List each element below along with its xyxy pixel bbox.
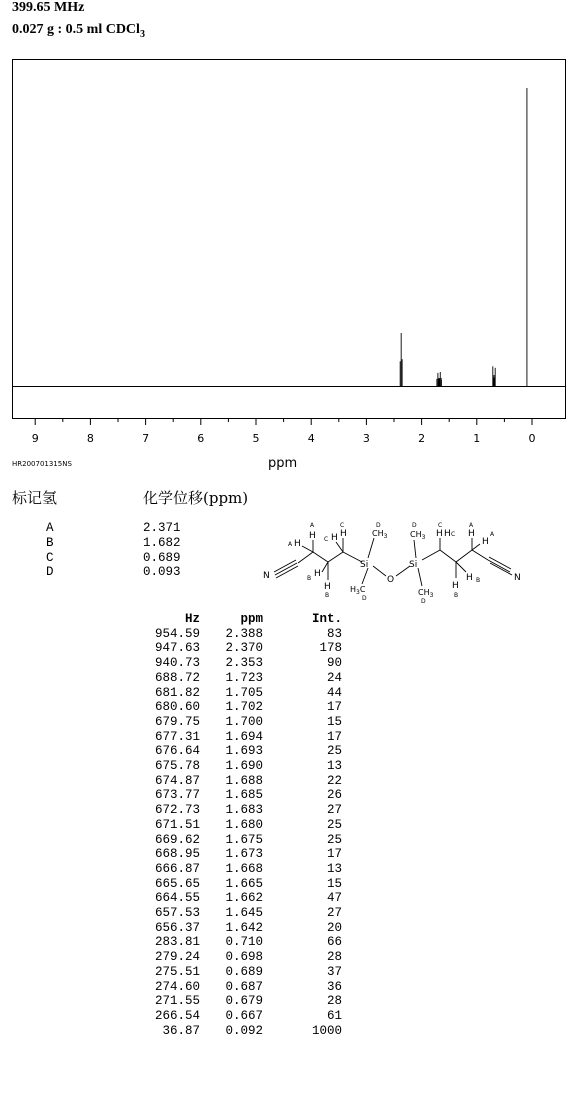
intensity-value: 15 bbox=[326, 714, 342, 729]
ppm-value: 2.370 bbox=[225, 641, 263, 656]
concentration-text: 0.027 g : 0.5 ml CDCl bbox=[12, 22, 140, 37]
ppm-column bbox=[207, 612, 263, 1038]
hz-value: 274.60 bbox=[154, 979, 200, 994]
ppm-value: 0.698 bbox=[225, 950, 263, 965]
hydrogen-atom: H bbox=[444, 529, 451, 539]
ppm-value: 1.688 bbox=[225, 773, 263, 788]
tick-label: 7 bbox=[142, 432, 150, 445]
hz-values bbox=[130, 627, 200, 1039]
hz-value: 688.72 bbox=[154, 670, 200, 685]
hz-value: 679.75 bbox=[154, 714, 200, 729]
methyl-group: $CH_3$ bbox=[372, 529, 388, 540]
hz-value: 669.62 bbox=[154, 832, 200, 847]
hz-value: 666.87 bbox=[154, 861, 200, 876]
proton-labels bbox=[46, 521, 54, 580]
ppm-value: 1.645 bbox=[225, 906, 263, 921]
intensity-value: 17 bbox=[326, 700, 342, 715]
nitrogen-atom: N bbox=[514, 573, 521, 583]
intensity-value: 178 bbox=[319, 641, 342, 656]
intensity-value: 1000 bbox=[311, 1023, 342, 1038]
tick-label: 8 bbox=[86, 432, 94, 445]
proton-label: C bbox=[46, 550, 54, 565]
hz-value: 283.81 bbox=[154, 935, 200, 950]
intensity-value: 17 bbox=[326, 729, 342, 744]
ppm-value: 1.675 bbox=[225, 832, 263, 847]
hz-value: 656.37 bbox=[154, 920, 200, 935]
tick-label: 6 bbox=[197, 432, 205, 445]
hz-value: 681.82 bbox=[154, 685, 200, 700]
spectrometer-frequency: 399.65 MHz bbox=[12, 0, 85, 15]
tick-label: 5 bbox=[252, 432, 260, 445]
hydrogen-atom: H bbox=[482, 537, 489, 547]
methyl-group: $CH_3$ bbox=[418, 588, 434, 599]
hydrogen-atom: H bbox=[468, 529, 475, 539]
oxygen-atom: O bbox=[387, 575, 395, 585]
position-letter: D bbox=[362, 595, 367, 602]
hz-value: 940.73 bbox=[154, 656, 200, 671]
spectrum-peaks bbox=[400, 88, 527, 386]
hz-value: 676.64 bbox=[154, 744, 200, 759]
tick-label: 9 bbox=[31, 432, 39, 445]
nmr-spectrum-plot bbox=[0, 0, 570, 450]
intensity-value: 15 bbox=[326, 876, 342, 891]
concentration-subscript: 3 bbox=[139, 28, 145, 40]
hz-value: 665.65 bbox=[154, 876, 200, 891]
ppm-value: 1.702 bbox=[225, 700, 263, 715]
hz-value: 677.31 bbox=[154, 729, 200, 744]
intensity-value: 25 bbox=[326, 832, 342, 847]
plot-frame bbox=[13, 60, 566, 419]
hydrogen-atom: H bbox=[436, 529, 443, 539]
ppm-value: 1.700 bbox=[225, 714, 263, 729]
ppm-value: 0.092 bbox=[225, 1023, 263, 1038]
silicon-atom: Si bbox=[360, 560, 369, 570]
file-id: HR200701315NS bbox=[12, 460, 72, 468]
hydrogen-atom: H bbox=[331, 533, 338, 543]
intensity-value: 37 bbox=[326, 964, 342, 979]
nitrogen-atom: N bbox=[263, 571, 270, 581]
position-letter: A bbox=[288, 541, 293, 548]
intensity-value: 66 bbox=[326, 935, 342, 950]
ppm-value: 0.679 bbox=[225, 994, 263, 1009]
position-letter: B bbox=[325, 592, 330, 599]
hz-value: 279.24 bbox=[154, 950, 200, 965]
intensity-header: Int. bbox=[311, 612, 342, 626]
position-letter: D bbox=[376, 522, 381, 529]
chemical-shifts bbox=[143, 521, 181, 580]
hydrogen-atom: H bbox=[324, 582, 331, 592]
tick-label: 2 bbox=[418, 432, 426, 445]
intensity-value: 22 bbox=[326, 773, 342, 788]
ppm-value: 1.683 bbox=[225, 803, 263, 818]
chemical-shift-value: 0.093 bbox=[143, 565, 181, 580]
chemical-shift-value: 2.371 bbox=[143, 521, 181, 535]
chemical-shift-value: 1.682 bbox=[143, 535, 181, 550]
hz-value: 275.51 bbox=[154, 964, 200, 979]
ppm-header: ppm bbox=[240, 612, 263, 626]
intensity-value: 36 bbox=[326, 979, 342, 994]
hz-value: 672.73 bbox=[154, 803, 200, 818]
hydrogen-atom: H bbox=[340, 529, 347, 539]
ppm-value: 0.689 bbox=[225, 964, 263, 979]
ppm-value: 1.693 bbox=[225, 744, 263, 759]
ppm-value: 1.665 bbox=[225, 876, 263, 891]
proton-label: D bbox=[46, 565, 54, 580]
molecular-structure bbox=[258, 510, 548, 605]
position-letter: C bbox=[451, 531, 456, 538]
hydrogen-atom: H bbox=[466, 573, 473, 583]
hz-value: 675.78 bbox=[154, 759, 200, 774]
intensity-value: 27 bbox=[326, 803, 342, 818]
ppm-value: 1.662 bbox=[225, 891, 263, 906]
hz-value: 271.55 bbox=[154, 994, 200, 1009]
intensity-values bbox=[276, 627, 342, 1039]
intensity-value: 25 bbox=[326, 744, 342, 759]
ppm-value: 0.667 bbox=[225, 1008, 263, 1023]
hz-value: 673.77 bbox=[154, 788, 200, 803]
ppm-value: 1.680 bbox=[225, 817, 263, 832]
proton-label: A bbox=[46, 521, 54, 535]
ppm-axis-ticks bbox=[32, 418, 536, 445]
position-letter: D bbox=[421, 598, 426, 605]
tick-label: 1 bbox=[473, 432, 481, 445]
position-letter: A bbox=[469, 522, 474, 529]
ppm-value: 1.723 bbox=[225, 670, 263, 685]
intensity-value: 61 bbox=[326, 1008, 342, 1023]
chemical-shift-value: 0.689 bbox=[143, 550, 181, 565]
tick-label: 4 bbox=[307, 432, 315, 445]
intensity-value: 90 bbox=[326, 656, 342, 671]
ppm-value: 1.673 bbox=[225, 847, 263, 862]
hydrogen-atom: H bbox=[452, 581, 459, 591]
tick-label: 0 bbox=[528, 432, 536, 445]
hz-value: 680.60 bbox=[154, 700, 200, 715]
structure-atom-labels bbox=[263, 522, 521, 605]
hz-value: 671.51 bbox=[154, 817, 200, 832]
intensity-value: 28 bbox=[326, 950, 342, 965]
hz-value: 674.87 bbox=[154, 773, 200, 788]
intensity-value: 26 bbox=[326, 788, 342, 803]
methyl-group: $H_3C$ bbox=[350, 585, 366, 596]
shift-column-header: 化学位移(ppm) bbox=[143, 489, 249, 507]
intensity-value: 13 bbox=[326, 861, 342, 876]
intensity-value: 24 bbox=[326, 670, 342, 685]
ppm-values bbox=[207, 627, 263, 1039]
position-letter: C bbox=[324, 536, 329, 543]
position-letter: C bbox=[340, 522, 345, 529]
ppm-value: 2.388 bbox=[225, 626, 263, 641]
ppm-value: 1.705 bbox=[225, 685, 263, 700]
hz-value: 36.87 bbox=[162, 1023, 200, 1038]
intensity-value: 83 bbox=[326, 626, 342, 641]
ppm-value: 0.710 bbox=[225, 935, 263, 950]
intensity-value: 47 bbox=[326, 891, 342, 906]
hz-value: 954.59 bbox=[154, 626, 200, 641]
ppm-value: 1.642 bbox=[225, 920, 263, 935]
ppm-value: 0.687 bbox=[225, 979, 263, 994]
ppm-value: 2.353 bbox=[225, 656, 263, 671]
intensity-value: 28 bbox=[326, 994, 342, 1009]
methyl-group: $CH_3$ bbox=[410, 530, 426, 541]
hz-value: 947.63 bbox=[154, 641, 200, 656]
intensity-value: 17 bbox=[326, 847, 342, 862]
ppm-value: 1.690 bbox=[225, 759, 263, 774]
ppm-value: 1.694 bbox=[225, 729, 263, 744]
hydrogen-atom: H bbox=[309, 531, 316, 541]
hydrogen-atom: H bbox=[294, 539, 301, 549]
ppm-value: 1.668 bbox=[225, 861, 263, 876]
position-letter: B bbox=[454, 592, 459, 599]
hz-value: 266.54 bbox=[154, 1008, 200, 1023]
intensity-value: 27 bbox=[326, 906, 342, 921]
hz-value: 657.53 bbox=[154, 906, 200, 921]
intensity-column bbox=[276, 612, 342, 1038]
intensity-value: 20 bbox=[326, 920, 342, 935]
intensity-value: 44 bbox=[326, 685, 342, 700]
hz-column bbox=[130, 612, 200, 1038]
position-letter: A bbox=[310, 522, 315, 529]
hz-header: Hz bbox=[184, 612, 200, 626]
position-letter: B bbox=[476, 577, 481, 584]
proton-label: B bbox=[46, 535, 54, 550]
intensity-value: 25 bbox=[326, 817, 342, 832]
position-letter: D bbox=[412, 522, 417, 529]
tick-label: 3 bbox=[362, 432, 370, 445]
hydrogen-atom: H bbox=[314, 569, 321, 579]
ppm-axis-label: ppm bbox=[268, 456, 298, 471]
position-letter: C bbox=[438, 522, 443, 529]
silicon-atom: Si bbox=[409, 560, 418, 570]
intensity-value: 13 bbox=[326, 759, 342, 774]
hz-value: 668.95 bbox=[154, 847, 200, 862]
position-letter: B bbox=[307, 575, 312, 582]
label-column-header: 标记氢 bbox=[12, 489, 58, 507]
ppm-value: 1.685 bbox=[225, 788, 263, 803]
position-letter: A bbox=[490, 531, 495, 538]
hz-value: 664.55 bbox=[154, 891, 200, 906]
